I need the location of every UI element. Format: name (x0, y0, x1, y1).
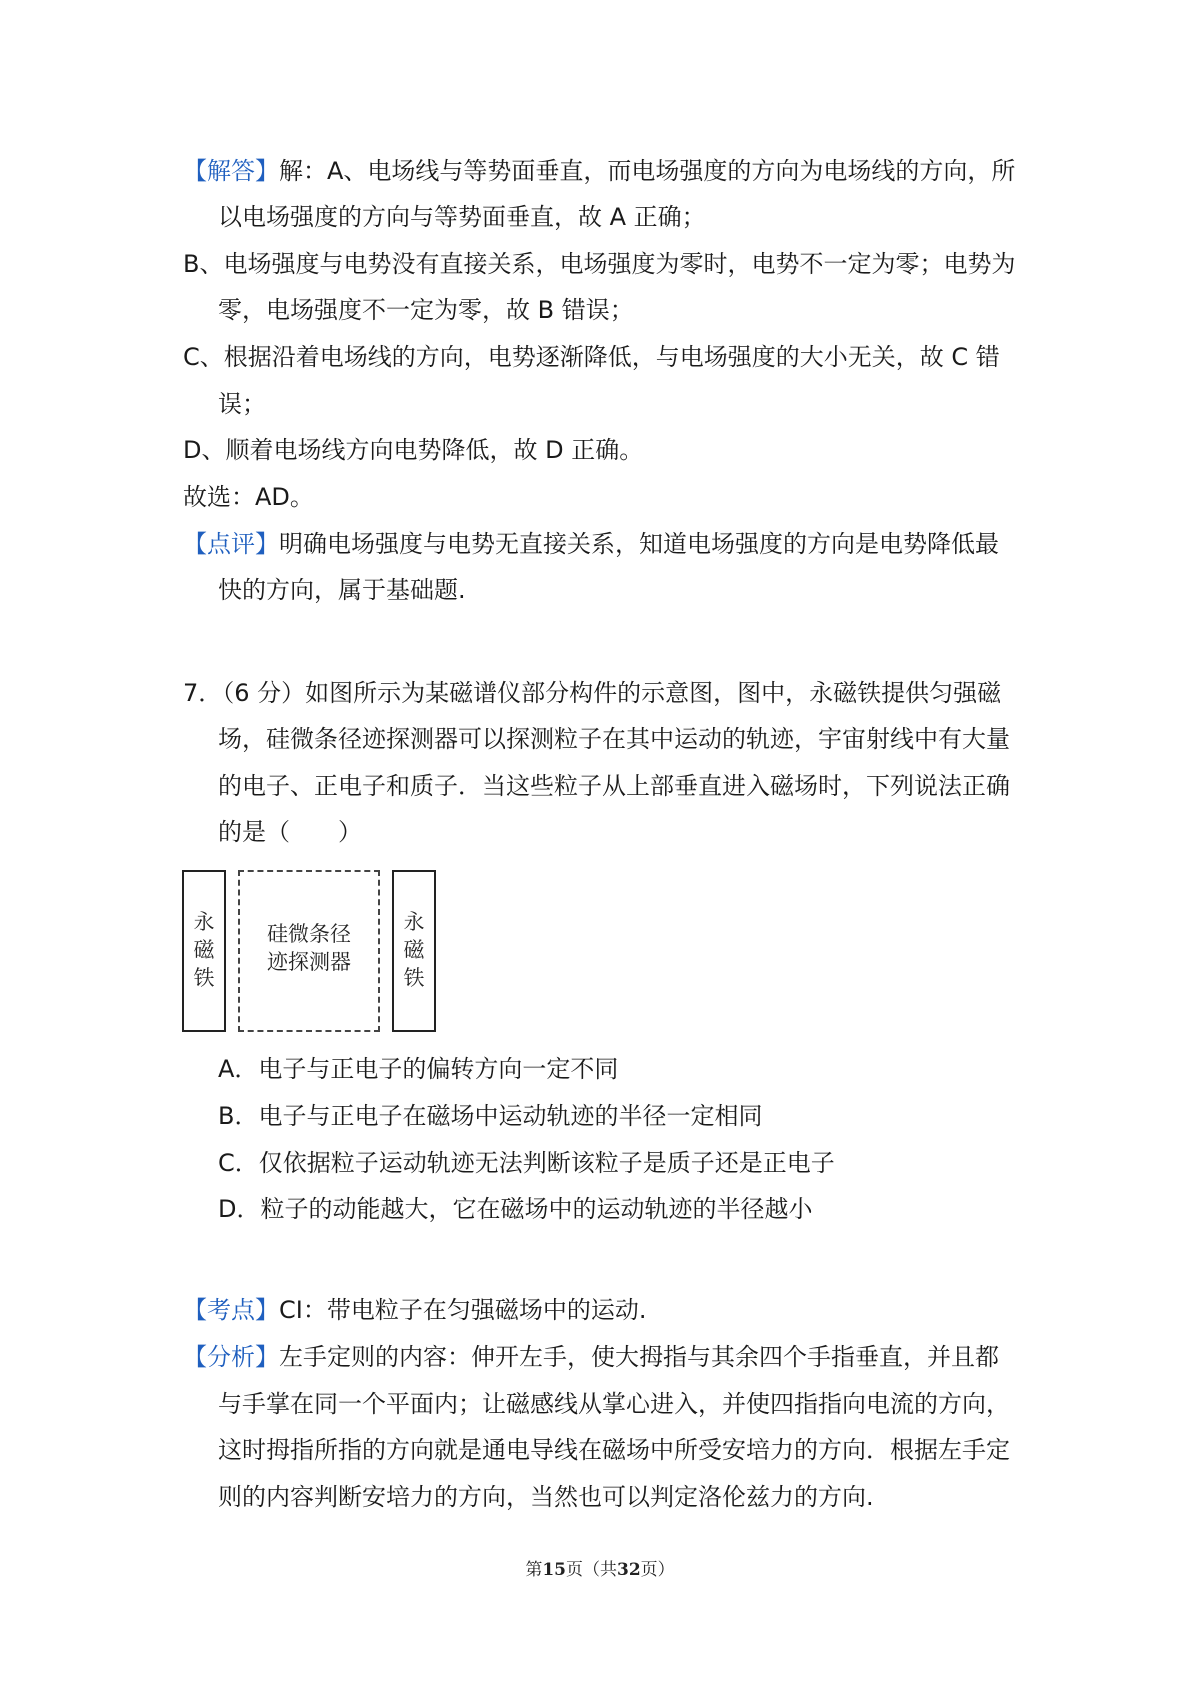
review-line-1: 【点评】明确电场强度与电势无直接关系，知道电场强度的方向是电势降低最 (183, 530, 999, 558)
total-pages-number: 32 (617, 1560, 641, 1580)
answer-line-8: 故选：AD。 (183, 483, 314, 511)
permanent-magnet-left: 永 磁 铁 (182, 870, 226, 1032)
analysis-line-1: 【分析】左手定则的内容：伸开左手，使大拇指与其余四个手指垂直，并且都 (183, 1343, 999, 1371)
current-page-number: 15 (542, 1560, 566, 1580)
answer-line-2: 以电场强度的方向与等势面垂直，故 A 正确； (218, 203, 706, 231)
knowledge-line: 【考点】CI：带电粒子在匀强磁场中的运动. (183, 1296, 647, 1324)
analysis-line-4: 则的内容判断安培力的方向，当然也可以判定洛伦兹力的方向. (218, 1483, 874, 1511)
answer-line-3: B、电场强度与电势没有直接关系，电场强度为零时，电势不一定为零；电势为 (183, 250, 1016, 278)
review-line-2: 快的方向，属于基础题. (218, 576, 466, 604)
permanent-magnet-right: 永 磁 铁 (392, 870, 436, 1032)
knowledge-tag: 【考点】 (183, 1296, 279, 1324)
question-line-2: 场，硅微条径迹探测器可以探测粒子在其中运动的轨迹，宇宙射线中有大量 (218, 725, 1010, 753)
question-line-3: 的电子、正电子和质子．当这些粒子从上部垂直进入磁场时，下列说法正确 (218, 772, 1010, 800)
answer-line-4: 零，电场强度不一定为零，故 B 错误； (218, 296, 634, 324)
question-line-4: 的是（ ） (218, 818, 362, 846)
answer-line-1: 【解答】解：A、电场线与等势面垂直，而电场强度的方向为电场线的方向，所 (183, 157, 1016, 185)
answer-line-5: C、根据沿着电场线的方向，电势逐渐降低，与电场强度的大小无关，故 C 错 (183, 343, 1000, 371)
silicon-strip-detector: 硅微条径 迹探测器 (238, 870, 380, 1032)
answer-tag: 【解答】 (183, 157, 279, 185)
review-tag: 【点评】 (183, 530, 279, 558)
analysis-line-3: 这时拇指所指的方向就是通电导线在磁场中所受安培力的方向．根据左手定 (218, 1436, 1010, 1464)
option-b: B．电子与正电子在磁场中运动轨迹的半径一定相同 (218, 1102, 763, 1130)
analysis-tag: 【分析】 (183, 1343, 279, 1371)
answer-line-7: D、顺着电场线方向电势降低，故 D 正确。 (183, 436, 644, 464)
option-c: C．仅依据粒子运动轨迹无法判断该粒子是质子还是正电子 (218, 1149, 835, 1177)
question-line-1: 7．（6 分）如图所示为某磁谱仪部分构件的示意图，图中，永磁铁提供匀强磁 (183, 679, 1002, 707)
analysis-line-2: 与手掌在同一个平面内；让磁感线从掌心进入，并使四指指向电流的方向， (218, 1390, 1010, 1418)
option-a: A．电子与正电子的偏转方向一定不同 (218, 1055, 619, 1083)
answer-line-6: 误； (218, 390, 266, 418)
spectrometer-diagram (182, 870, 442, 1034)
page-footer: 第15页（共32页） (525, 1560, 675, 1580)
option-d: D．粒子的动能越大，它在磁场中的运动轨迹的半径越小 (218, 1195, 813, 1223)
